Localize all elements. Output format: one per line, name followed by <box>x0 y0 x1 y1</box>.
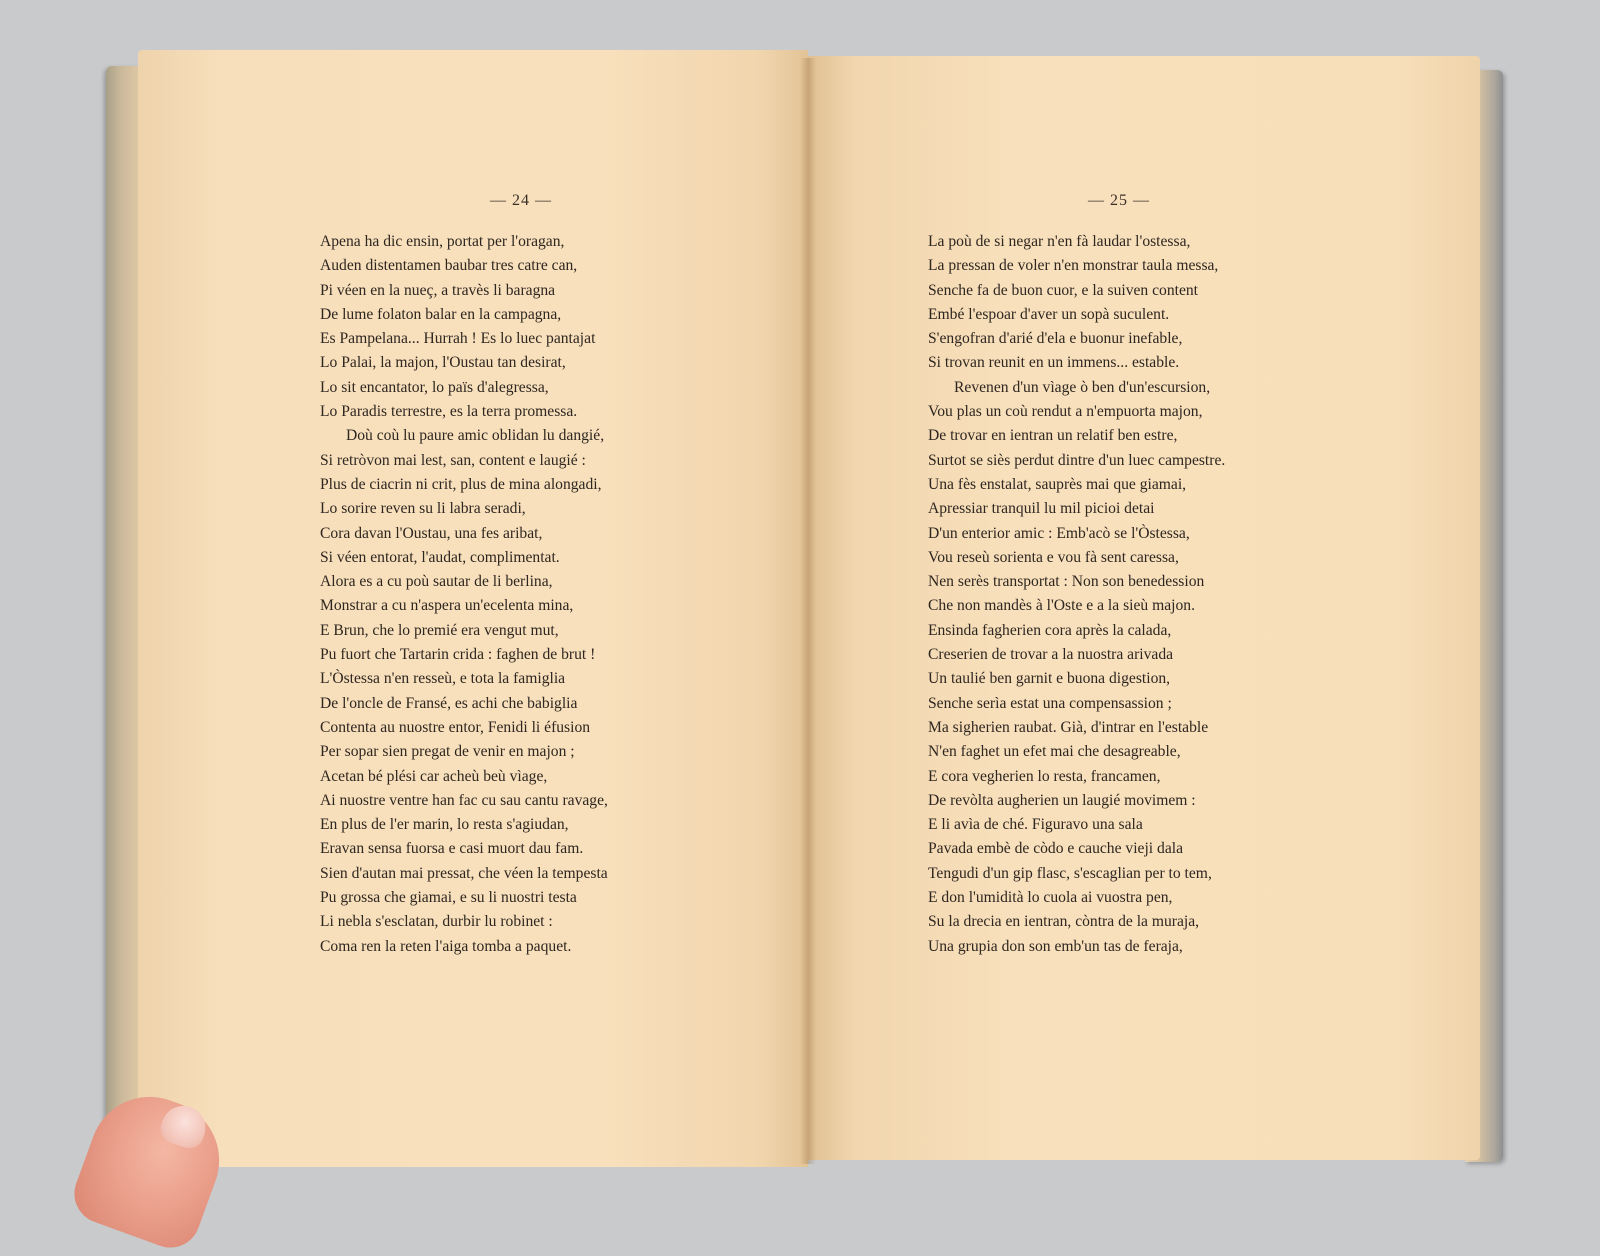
verse-line: D'un enterior amic : Emb'acò se l'Òstessa, <box>928 524 1190 542</box>
verse-line: Lo Palai, la majon, l'Oustau tan desirat, <box>320 354 566 372</box>
verse-line: Eravan sensa fuorsa e casi muort dau fam. <box>320 840 584 858</box>
verse-line: Pu grossa che giamai, e su li nuostri testa <box>320 889 577 907</box>
verse-line: Alora es a cu poù sautar de li berlina, <box>320 573 553 591</box>
verse-line: Senche serìa estat una compensassion ; <box>928 694 1172 712</box>
verse-line: Lo sorire reven su li labra seradi, <box>320 500 526 518</box>
verse-line: Vou plas un coù rendut a n'empuorta majon, <box>928 403 1203 421</box>
verse-line: Revenen d'un vìage ò ben d'un'escursion, <box>954 378 1211 396</box>
verse-line: Pi véen en la nueç, a travès li baragna <box>320 281 556 299</box>
verse-line: Ensinda fagherien cora après la calada, <box>928 621 1172 639</box>
verse-line: Un taulié ben garnit e buona digestion, <box>928 670 1171 688</box>
verse-line: Ma sigherien raubat. Già, d'intrar en l'estable <box>928 718 1209 736</box>
verse-line: En plus de l'er marin, lo resta s'agiudan, <box>320 816 569 834</box>
left-page-verse <box>320 230 760 959</box>
verse-line: Li nebla s'esclatan, durbir lu robinet : <box>320 913 553 931</box>
verse-line: Embé l'espoar d'aver un sopà suculent. <box>928 305 1170 323</box>
verse-line: Acetan bé plési car acheù beù vìage, <box>320 767 548 785</box>
verse-line: E don l'umidità lo cuola ai vuostra pen, <box>928 889 1173 907</box>
verse-line: Doù coù lu paure amic oblidan lu dangié, <box>346 427 605 445</box>
verse-line: Una fès enstalat, sauprès mai que giamai, <box>928 475 1187 493</box>
verse-line: De trovar en ientran un relatif ben estre, <box>928 427 1178 445</box>
verse-line: De revòlta augherien un laugié movimem : <box>928 791 1196 809</box>
verse-line: Cora davan l'Oustau, una fes aribat, <box>320 524 543 542</box>
verse-line: Lo Paradis terrestre, es la terra promessa. <box>320 403 578 421</box>
verse-line: Plus de ciacrin ni crit, plus de mina alongadi, <box>320 475 602 493</box>
verse-line: Pavada embè de còdo e cauche vieji dala <box>928 840 1184 858</box>
verse-line: L'Òstessa n'en resseù, e tota la famiglia <box>320 670 566 688</box>
verse-line: Es Pampelana... Hurrah ! Es lo luec pantajat <box>320 330 596 348</box>
verse-line: Pu fuort che Tartarin crida : faghen de brut ! <box>320 646 596 664</box>
verse-line: E cora vegherien lo resta, francamen, <box>928 767 1161 785</box>
verse-line: E Brun, che lo premié era vengut mut, <box>320 621 559 639</box>
right-page-verse <box>928 230 1378 959</box>
verse-line: Si retròvon mai lest, san, content e laugié : <box>320 451 586 469</box>
verse-line: Si véen entorat, l'audat, complimentat. <box>320 548 560 566</box>
verse-line: La pressan de voler n'en monstrar taula messa, <box>928 257 1219 275</box>
verse-line: Monstrar a cu n'aspera un'ecelenta mina, <box>320 597 574 615</box>
verse-line: Tengudi d'un gip flasc, s'escaglian per to tem, <box>928 864 1212 882</box>
verse-line: Surtot se siès perdut dintre d'un luec campestre. <box>928 451 1226 469</box>
verse-line: Su la drecia en ientran, còntra de la muraja, <box>928 913 1200 931</box>
verse-line: Coma ren la reten l'aiga tomba a paquet. <box>320 937 572 955</box>
verse-line: Lo sit encantator, lo païs d'alegressa, <box>320 378 549 396</box>
verse-line: S'engofran d'arié d'ela e buonur inefable, <box>928 330 1183 348</box>
verse-line: N'en faghet un efet mai che desagreable, <box>928 743 1181 761</box>
book-gutter <box>800 58 816 1164</box>
verse-line: Vou reseù sorienta e vou fà sent caressa, <box>928 548 1179 566</box>
verse-line: Apressiar tranquil lu mil picioi detai <box>928 500 1155 518</box>
verse-line: De l'oncle de Fransé, es achi che babiglia <box>320 694 578 712</box>
verse-line: Nen serès transportat : Non son benedession <box>928 573 1205 591</box>
verse-line: Auden distentamen baubar tres catre can, <box>320 257 578 275</box>
right-page-number: — 25 — <box>1088 192 1150 209</box>
verse-line: Ai nuostre ventre han fac cu sau cantu ravage, <box>320 791 608 809</box>
verse-line: Contenta au nuostre entor, Fenidi li éfusion <box>320 718 591 736</box>
verse-line: Sien d'autan mai pressat, che véen la tempesta <box>320 864 608 882</box>
left-page-number: — 24 — <box>490 192 552 209</box>
verse-line: Che non mandès à l'Oste e a la sieù majon. <box>928 597 1195 615</box>
verse-line: Apena ha dic ensin, portat per l'oragan, <box>320 233 565 250</box>
verse-line: Creserien de trovar a la nuostra arivada <box>928 646 1174 664</box>
verse-line: Per sopar sien pregat de venir en majon ; <box>320 743 575 761</box>
verse-line: E li avìa de ché. Figuravo una sala <box>928 816 1143 834</box>
verse-line: La poù de si negar n'en fà laudar l'ostessa, <box>928 233 1191 250</box>
verse-line: Senche fa de buon cuor, e la suiven content <box>928 281 1199 299</box>
verse-line: Si trovan reunit en un immens... estable. <box>928 354 1180 372</box>
verse-line: Una grupia don son emb'un tas de feraja, <box>928 937 1183 955</box>
verse-line: De lume folaton balar en la campagna, <box>320 305 562 323</box>
